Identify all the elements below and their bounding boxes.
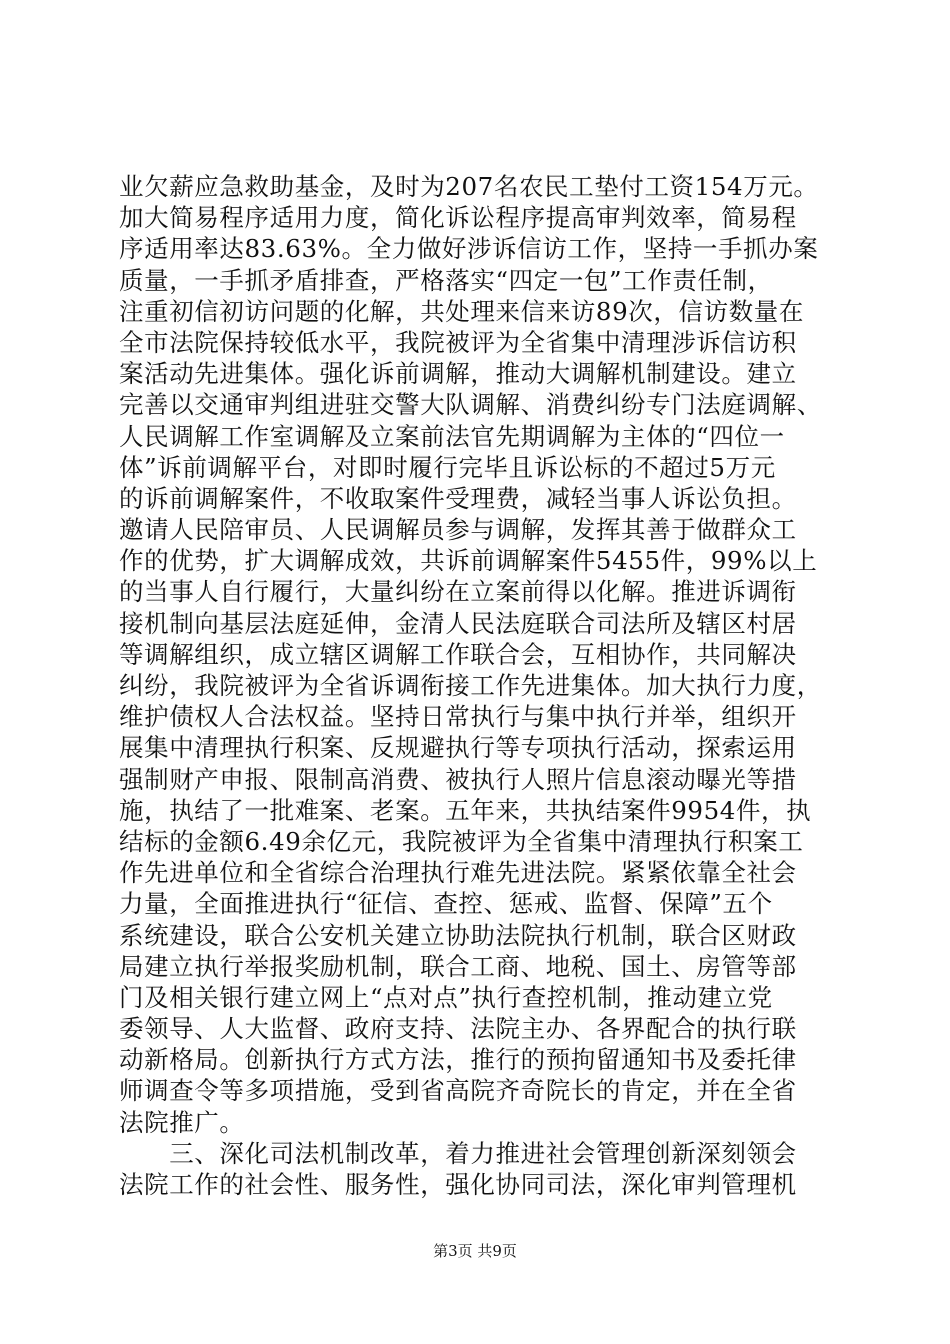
text-line: 作的优势，扩大调解成效，共诉前调解案件5455件，99%以上 (119, 546, 818, 576)
text-line: 强制财产申报、限制高消费、被执行人照片信息滚动曝光等措 (119, 764, 797, 794)
text-line: 系统建设，联合公安机关建立协助法院执行机制，联合区财政 (119, 920, 797, 950)
text-line: 作先进单位和全省综合治理执行难先进法院。紧紧依靠全社会 (119, 858, 797, 888)
text-line: 邀请人民陪审员、人民调解员参与调解，发挥其善于做群众工 (119, 515, 797, 545)
text-line: 体”诉前调解平台，对即时履行完毕且诉讼标的不超过5万元 (119, 452, 776, 482)
text-line: 注重初信初访问题的化解，共处理来信来访89次，信访数量在 (119, 296, 804, 326)
text-line: 力量，全面推进执行“征信、查控、惩戒、监督、保障”五个 (119, 889, 773, 919)
text-line: 等调解组织，成立辖区调解工作联合会，互相协作，共同解决 (119, 639, 797, 669)
text-line: 业欠薪应急救助基金，及时为207名农民工垫付工资154万元。 (119, 172, 819, 201)
text-line: 局建立执行举报奖励机制，联合工商、地税、国土、房管等部 (119, 951, 797, 981)
text-line: 人民调解工作室调解及立案前法官先期调解为主体的“四位一 (119, 421, 785, 451)
page-number: 第3页 共9页 (433, 1242, 517, 1260)
text-line: 委领导、人大监督、政府支持、法院主办、各界配合的执行联 (119, 1014, 797, 1044)
text-line: 全市法院保持较低水平，我院被评为全省集中清理涉诉信访积 (119, 327, 797, 357)
body-text (119, 171, 839, 1200)
text-line: 接机制向基层法庭延伸，金清人民法庭联合司法所及辖区村居 (119, 608, 797, 638)
text-line: 完善以交通审判组进驻交警大队调解、消费纠纷专门法庭调解、 (119, 390, 822, 420)
text-line: 的诉前调解案件，不收取案件受理费，减轻当事人诉讼负担。 (119, 483, 797, 513)
text-line: 质量，一手抓矛盾排查，严格落实“四定一包”工作责任制， (119, 265, 773, 295)
text-line: 的当事人自行履行，大量纠纷在立案前得以化解。推进诉调衔 (119, 577, 797, 607)
text-line: 维护债权人合法权益。坚持日常执行与集中执行并举，组织开 (119, 702, 797, 732)
text-line: 案活动先进集体。强化诉前调解，推动大调解机制建设。建立 (119, 359, 797, 389)
page-footer (0, 1241, 950, 1261)
text-line: 动新格局。创新执行方式方法，推行的预拘留通知书及委托律 (119, 1045, 797, 1075)
text-line: 加大简易程序适用力度，简化诉讼程序提高审判效率，简易程 (119, 203, 797, 233)
text-line: 门及相关银行建立网上“点对点”执行查控机制，推动建立党 (119, 982, 773, 1012)
text-line: 序适用率达83.63%。全力做好涉诉信访工作，坚持一手抓办案 (119, 234, 819, 264)
text-line: 纠纷，我院被评为全省诉调衔接工作先进集体。加大执行力度， (119, 671, 822, 700)
section-heading-line: 三、深化司法机制改革，着力推进社会管理创新深刻领会 (119, 1138, 797, 1168)
text-line: 展集中清理执行积案、反规避执行等专项执行活动，探索运用 (119, 733, 797, 763)
text-line: 施，执结了一批难案、老案。五年来，共执结案件9954件，执 (119, 795, 812, 825)
text-line: 法院工作的社会性、服务性，强化协同司法，深化审判管理机 (119, 1170, 797, 1199)
text-line: 结标的金额6.49余亿元，我院被评为全省集中清理执行积案工 (119, 826, 804, 856)
text-line: 法院推广。 (119, 1107, 245, 1137)
text-line: 师调查令等多项措施，受到省高院齐奇院长的肯定，并在全省 (119, 1076, 797, 1106)
